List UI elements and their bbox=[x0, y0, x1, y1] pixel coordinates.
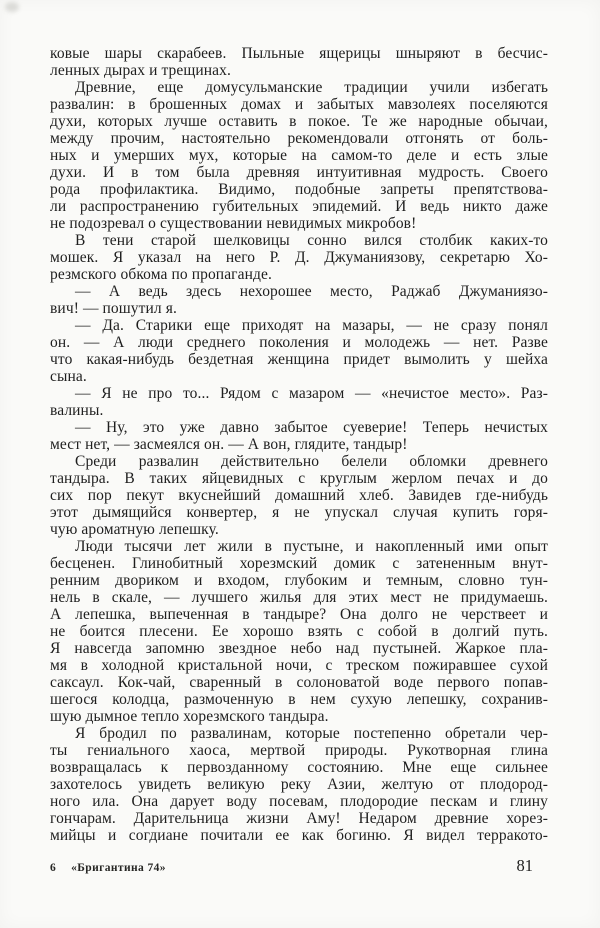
paragraph bbox=[50, 419, 548, 453]
text-line: мошек. Я указал на него Р. Д. Джуманиязову, секретарю Хо- bbox=[50, 249, 548, 266]
text-line: — А ведь здесь нехорошее место, Раджаб Джуманиязо- bbox=[75, 283, 548, 300]
text-line: сына. bbox=[50, 368, 87, 385]
text-line: Люди тысячи лет жили в пустыне, и накопленный ими опыт bbox=[75, 538, 548, 555]
text-line: Я навсегда запомню звездное небо над пустыней. Жаркое пла- bbox=[50, 640, 548, 657]
text-line: не боится плесени. Ее хорошо взять с собой в долгий путь. bbox=[50, 623, 548, 640]
text-line: нель в скале, — лучшего жилья для этих мест не придумаешь. bbox=[50, 589, 548, 606]
signature-title: «Бригантина 74» bbox=[71, 862, 166, 874]
paragraph bbox=[50, 232, 548, 283]
text-line: духи, которых лучше оставить в покое. Те же народные обычаи, bbox=[50, 113, 548, 130]
text-line: гончарам. Дарительница жизни Аму! Недаром древние хорез- bbox=[50, 810, 548, 827]
text-line: валины. bbox=[50, 402, 104, 419]
paragraph bbox=[50, 283, 548, 317]
text-line: ленных дырах и трещинах. bbox=[50, 62, 231, 79]
text-line: мийцы и согдиане почитали ее как богиню. Я видел терракото- bbox=[50, 827, 548, 844]
text-line: ренним двориком и входом, глубоким и темным, словно тун- bbox=[50, 572, 548, 589]
text-block bbox=[50, 45, 548, 844]
text-line: ли распространению губительных эпидемий. И ведь никто даже bbox=[50, 198, 548, 215]
text-line: ковые шары скарабеев. Пыльные ящерицы шныряют в бесчис- bbox=[50, 45, 548, 62]
text-line: рода профилактика. Видимо, подобные запреты препятствова- bbox=[50, 181, 548, 198]
text-line: ты гениального хаоса, мертвой природы. Рукотворная глина bbox=[50, 742, 548, 759]
text-line: вич! — пошутил я. bbox=[50, 300, 177, 317]
print-signature bbox=[50, 862, 166, 874]
paragraph bbox=[50, 317, 548, 385]
text-line: духи. И в том была древняя интуитивная мудрость. Своего bbox=[50, 164, 548, 181]
page-footer bbox=[50, 856, 548, 876]
page-number: 81 bbox=[516, 856, 533, 875]
text-line: ных и умерших мух, которые на самом-то деле и есть злые bbox=[50, 147, 548, 164]
scan-smudge bbox=[5, 2, 19, 12]
paragraph bbox=[50, 385, 548, 419]
text-line: развалин: в брошенных домах и забытых мавзолеях поселяются bbox=[50, 96, 548, 113]
text-line: шую дымное тепло хорезмского тандыра. bbox=[50, 708, 329, 725]
text-line: Среди развалин действительно белели обломки древнего bbox=[75, 453, 548, 470]
text-line: не подозревал о существовании невидимых микробов! bbox=[50, 215, 417, 232]
paragraph bbox=[50, 45, 548, 79]
text-line: ного ила. Она дарует воду посевам, плодородие пескам и глину bbox=[50, 793, 548, 810]
text-line: что какая-нибудь бездетная женщина придет вымолить у шейха bbox=[50, 351, 548, 368]
text-line: шегося колодца, размоченную в нем сухую лепешку, сохранив- bbox=[50, 691, 548, 708]
text-line: он. — А люди среднего поколения и молодежь — нет. Разве bbox=[50, 334, 548, 351]
text-line: саксаул. Кок-чай, сваренный в солоноватой воде первого попав- bbox=[50, 674, 548, 691]
text-line: резмского обкома по пропаганде. bbox=[50, 266, 272, 283]
signature-number: 6 bbox=[50, 862, 57, 874]
text-line: тандыра. В таких яйцевидных с круглым жерлом печах и до bbox=[50, 470, 548, 487]
paragraph bbox=[50, 538, 548, 725]
text-line: — Да. Старики еще приходят на мазары, — не сразу понял bbox=[75, 317, 548, 334]
paragraph bbox=[50, 79, 548, 232]
text-line: между прочим, настоятельно рекомендовали отгонять от боль- bbox=[50, 130, 548, 147]
paragraph bbox=[50, 725, 548, 844]
text-line: захотелось увидеть великую реку Азии, желтую от плодород- bbox=[50, 776, 548, 793]
text-line: А лепешка, выпеченная в тандыре? Она долго не черствеет и bbox=[50, 606, 548, 623]
text-line: мест нет, — засмеялся он. — А вон, глядите, тандыр! bbox=[50, 436, 408, 453]
text-line: В тени старой шелковицы сонно вился столбик каких-то bbox=[75, 232, 548, 249]
text-line: бесценен. Глинобитный хорезмский домик с затененным внут- bbox=[50, 555, 548, 572]
text-line: Я бродил по развалинам, которые постепенно обретали чер- bbox=[75, 725, 548, 742]
text-line: — Ну, это уже давно забытое суеверие! Теперь нечистых bbox=[75, 419, 548, 436]
text-line: — Я не про то... Рядом с мазаром — «нечистое место». Раз- bbox=[75, 385, 548, 402]
text-line: этот дымящийся конвертер, я не упускал случая купить горя- bbox=[50, 504, 548, 521]
text-line: чую ароматную лепешку. bbox=[50, 521, 219, 538]
text-line: Древние, еще домусульманские традиции учили избегать bbox=[75, 79, 548, 96]
text-line: мя в холодной кристальной ночи, с треском пожиравшее сухой bbox=[50, 657, 548, 674]
text-line: возвращалась к первозданному состоянию. Мне еще сильнее bbox=[50, 759, 548, 776]
paragraph bbox=[50, 453, 548, 538]
text-line: сих пор пекут вкуснейший домашний хлеб. Завидев где-нибудь bbox=[50, 487, 548, 504]
